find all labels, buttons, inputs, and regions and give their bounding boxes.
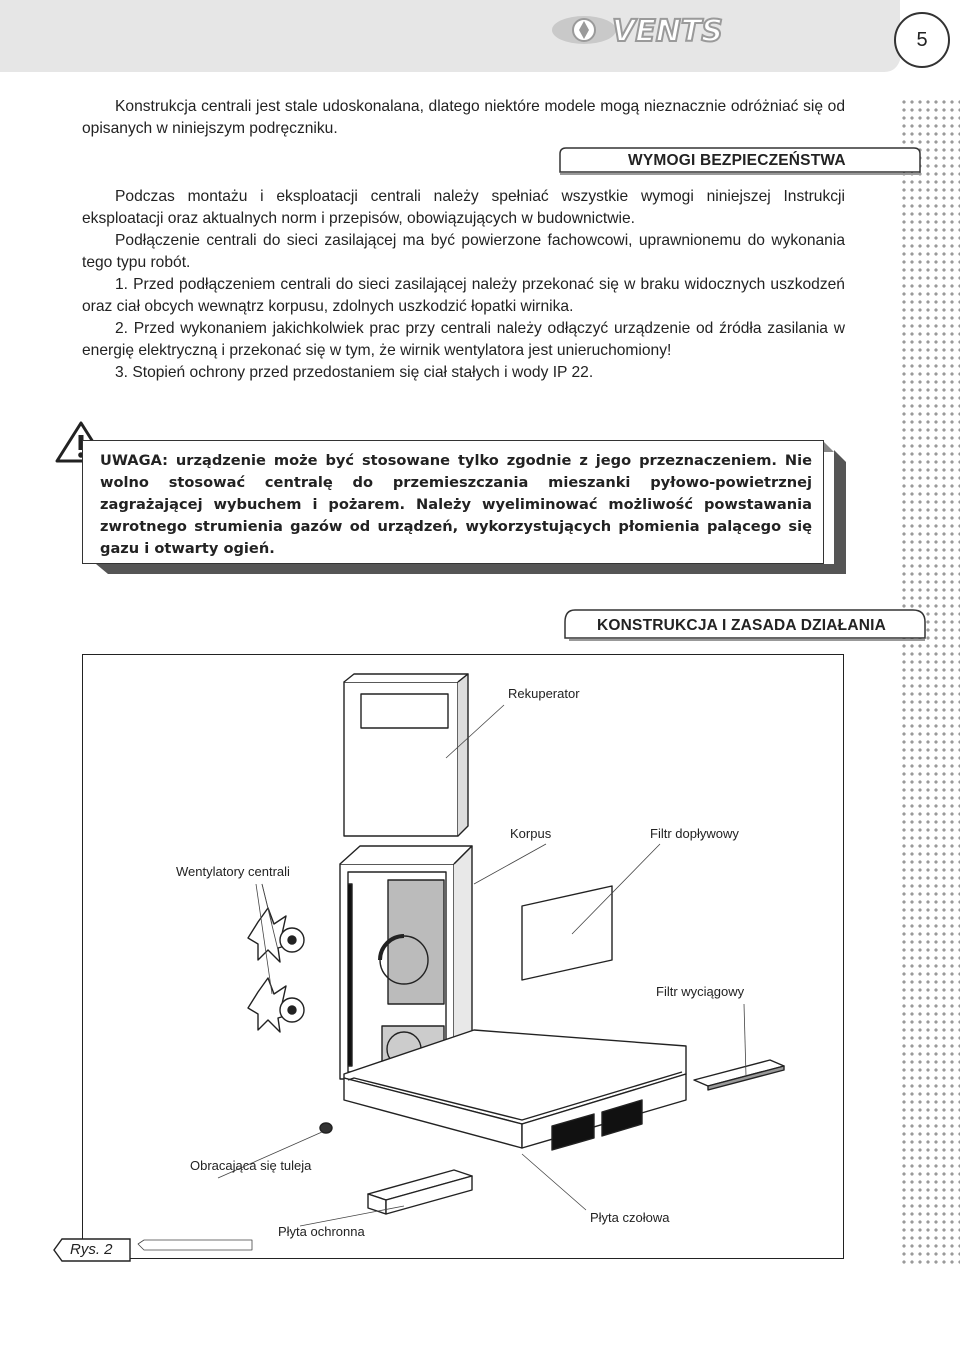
supply-filter-drawing: [522, 886, 612, 980]
label-plyta-ochronna: Płyta ochronna: [278, 1224, 365, 1239]
safety-heading: WYMOGI BEZPIECZEŃSTWA: [628, 152, 846, 169]
figure-caption: Rys. 2: [70, 1241, 113, 1258]
fan-2-drawing: [248, 978, 304, 1032]
construction-heading-tab: [563, 608, 927, 638]
safety-heading-tab: [558, 146, 922, 176]
safety-paragraph-2: Podłączenie centrali do sieci zasilającej ma być powierzone fachowcowi, uprawnionemu do wykonania tego typu robót.: [82, 232, 845, 271]
safety-paragraph-4: 2. Przed wykonaniem jakichkolwiek prac przy centrali należy odłączyć urządzenie od źródła zasilania w energię elektryczną i przekonać się w tym, że wirnik wentylatora jest unieruchomiony!: [82, 320, 845, 359]
page-number: 5: [894, 12, 950, 68]
label-wentylatory: Wentylatory centrali: [176, 864, 290, 879]
label-filtr-wyciagowy: Filtr wyciągowy: [656, 984, 745, 999]
decorative-dot-strip: [900, 98, 960, 1268]
safety-paragraph-1: Podczas montażu i eksploatacji centrali należy spełniać wszystkie wymogi niniejszej Instrukcji eksploatacji oraz aktualnych norm i przepisów, obowiązujących w budownictwie.: [82, 188, 845, 227]
safety-paragraph-3: 1. Przed podłączeniem centrali do sieci zasilającej należy przekonać się w braku widocznych uszkodzeń oraz ciał obcych wewnątrz korpusu, zdolnych uszkodzić łopatki wirnika.: [82, 276, 845, 315]
fan-1-drawing: [248, 908, 304, 962]
figure-caption-tag: [52, 1237, 132, 1263]
label-korpus: Korpus: [510, 826, 552, 841]
construction-heading: KONSTRUKCJA I ZASADA DZIAŁANIA: [597, 617, 887, 634]
warning-text: UWAGA: urządzenie może być stosowane tylko zgodnie z jego przeznaczeniem. Nie wolno stosować centralę do przemieszczania mieszanki pyłowo-powietrznej zagrażającej wybuchem i pożarem. Należy wyeliminować możliwość powstawania zwrotnego strumienia gazów od urządzeń, wykorzystujących płomienia palącego się gazu i otwarty ogień.: [100, 452, 812, 557]
intro-paragraph: Konstrukcja centrali jest stale udoskonalana, dlatego niektóre modele mogą nieznacznie odróżniać się od opisanych w niniejszym podręczniku.: [82, 98, 845, 137]
bushing-drawing: [320, 1123, 332, 1133]
label-filtr-doplywowy: Filtr dopływowy: [650, 826, 739, 841]
label-plyta-czolowa: Płyta czołowa: [590, 1210, 670, 1225]
label-rekuperator: Rekuperator: [508, 686, 580, 701]
safety-paragraph-5: 3. Stopień ochrony przed przedostaniem się ciał stałych i wody IP 22.: [115, 364, 594, 381]
label-tuleja: Obracająca się tuleja: [190, 1158, 312, 1173]
header-bar: [0, 0, 960, 72]
protective-plate-drawing: [368, 1170, 472, 1214]
brand-wordmark: VENTS: [612, 14, 723, 49]
